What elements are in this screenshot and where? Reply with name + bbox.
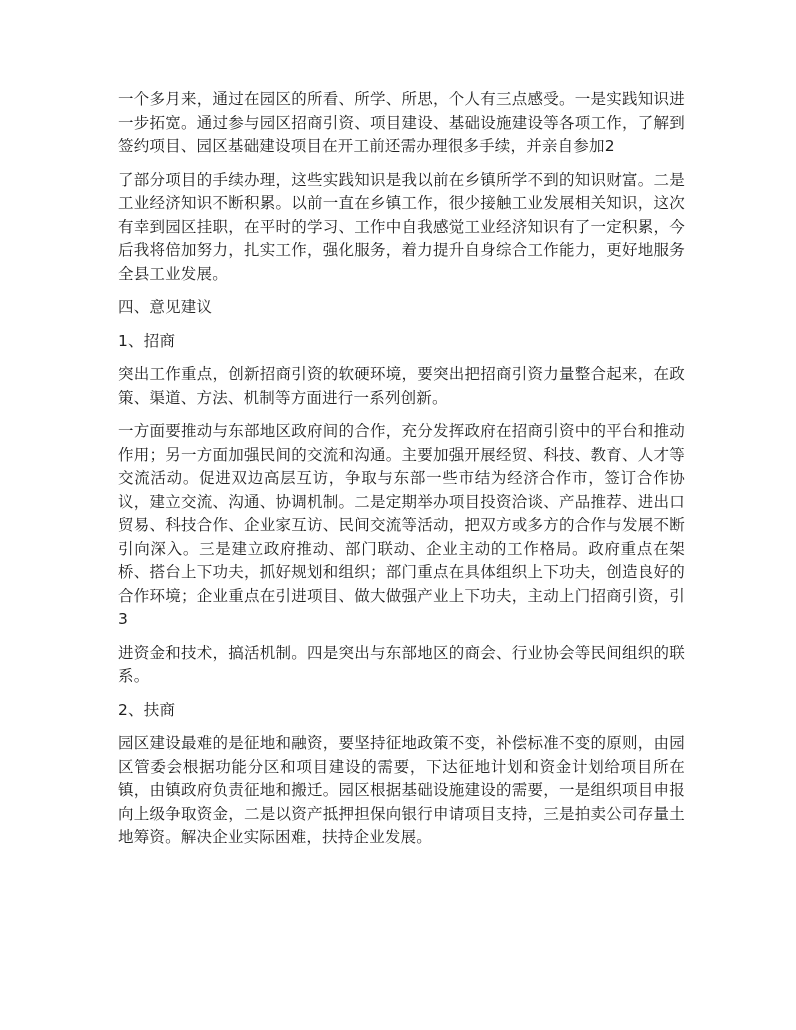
subheading-business-support: 2、扶商 xyxy=(118,700,176,719)
paragraph-experience-continued: 了部分项目的手续办理，这些实践知识是我以前在乡镇所学不到的知识财富。二是工业经济知识不断积累。以前一直在乡镇工作，很少接触工业发展相关知识，这次有幸到园区挂职，在平时的学习、工作中自我感觉工业经济知识有了一定积累，今后我将倍加努力，扎实工作，强化服务，着力提升自身综合工作能力，更好地服务全县工业发展。 xyxy=(118,170,685,283)
paragraph-business-support: 园区建设最难的是征地和融资，要坚持征地政策不变，补偿标准不变的原则，由园区管委会根据功能分区和项目建设的需要，下达征地计划和资金计划给项目所在镇，由镇政府负责征地和搬迁。园区根据基础设施建设的需要，一是组织项目申报向上级争取资金，二是以资产抵押担保向银行申请项目支持，三是拍卖公司存量土地筹资。解决企业实际困难，扶持企业发展。 xyxy=(118,734,685,846)
paragraph-investment-continued: 进资金和技术，搞活机制。四是突出与东部地区的商会、行业协会等民间组织的联系。 xyxy=(118,643,685,685)
paragraph-investment-focus: 突出工作重点，创新招商引资的软硬环境，要突出把招商引资力量整合起来，在政策、渠道、方法、机制等方面进行一系列创新。 xyxy=(118,365,685,407)
document-page xyxy=(118,88,685,860)
paragraph-investment-cooperation: 一方面要推动与东部地区政府间的合作，充分发挥政府在招商引资中的平台和推动作用；另一方面加强民间的交流和沟通。主要加强开展经贸、科技、教育、人才等交流活动。促进双边高层互访，争取与东部一些市结为经济合作市，签订合作协议，建立交流、沟通、协调机制。二是定期举办项目投资洽谈、产品推荐、进出口贸易、科技合作、企业家互访、民间交流等活动，把双方或多方的合作与发展不断引向深入。三是建立政府推动、部门联动、企业主动的工作格局。政府重点在架桥、搭台上下功夫，抓好规划和组织；部门重点在具体组织上下功夫，创造良好的合作环境；企业重点在引进项目、做大做强产业上下功夫，主动上门招商引资，引3 xyxy=(118,422,685,628)
section-heading-suggestions: 四、意见建议 xyxy=(118,298,213,316)
paragraph-experience: 一个多月来，通过在园区的所看、所学、所思，个人有三点感受。一是实践知识进一步拓宽。通过参与园区招商引资、项目建设、基础设施建设等各项工作，了解到签约项目、园区基础建设项目在开工前还需办理很多手续，并亲自参加2 xyxy=(118,90,685,155)
subheading-investment: 1、招商 xyxy=(118,331,176,350)
